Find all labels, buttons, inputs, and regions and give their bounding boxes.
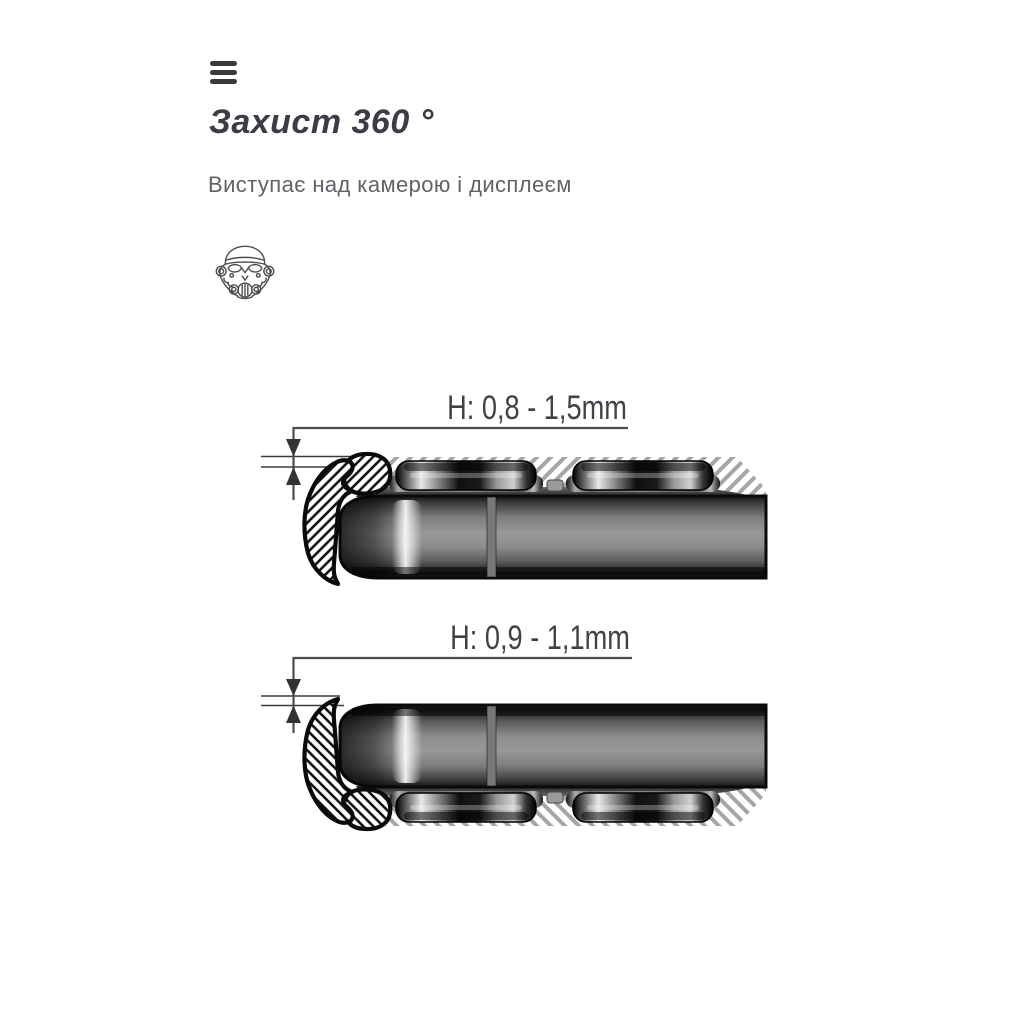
diagram-measurement-label: H: 0,9 - 1,1mm <box>450 618 630 657</box>
page-title: Захист 360 ° <box>209 103 434 141</box>
page-subtitle: Виступає над камерою і дисплеєм <box>208 172 572 197</box>
dimension-arrow-icon <box>286 439 301 457</box>
display-side-diagram <box>261 618 766 829</box>
dimension-arrow-icon <box>286 679 301 696</box>
diagram-measurement-label: H: 0,8 - 1,5mm <box>447 388 627 427</box>
dimension-arrow-icon <box>286 467 301 485</box>
dimension-arrow-icon <box>286 706 301 724</box>
phone-case-render <box>304 454 766 584</box>
camera-side-diagram <box>261 388 766 584</box>
phone-case-render <box>304 699 766 829</box>
